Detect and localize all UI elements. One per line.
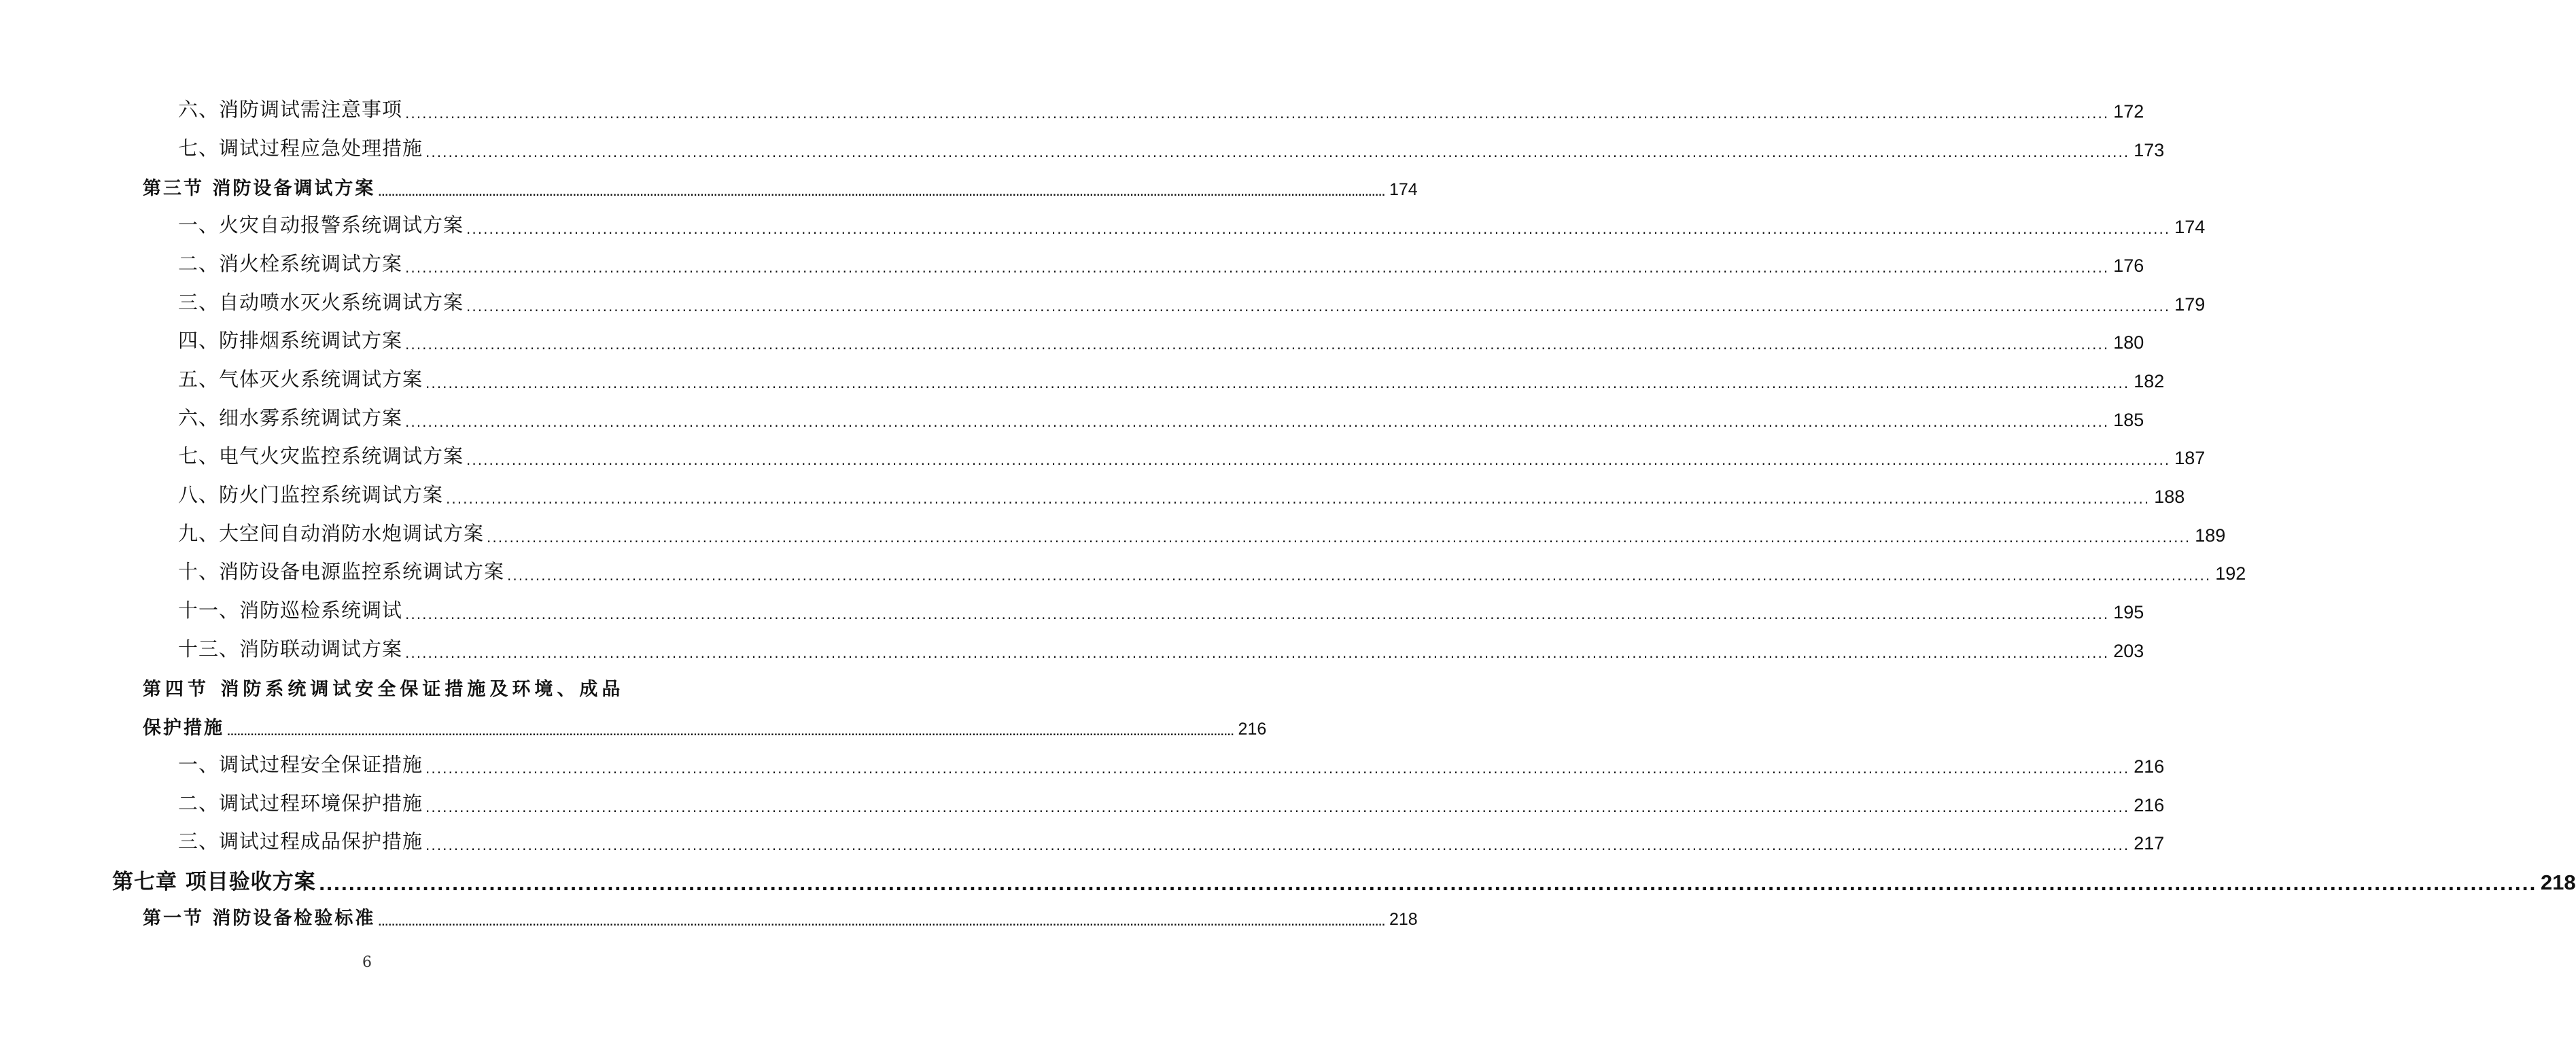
toc-entry-title: 一、调试过程安全保证措施 [178, 753, 423, 776]
toc-entry-page: 189 [2195, 525, 2226, 546]
dot-leader: ............................................................................................................................................................................................................................................................................................................ [405, 105, 2110, 122]
toc-entry-title: 五、气体灭火系统调试方案 [178, 368, 423, 391]
toc-entry-page: 218 [1389, 910, 1418, 929]
toc-entry[interactable] [178, 365, 2165, 392]
toc-entry-title: 二、消火栓系统调试方案 [178, 252, 403, 275]
toc-entry-title: 十三、消防联动调试方案 [178, 637, 403, 661]
toc-entry[interactable] [178, 288, 2206, 315]
dot-leader: ............................................................................................................................................................................................................................................................................................................ [378, 918, 1385, 928]
dot-leader: ............................................................................................................................................................................................................................................................................................................ [425, 144, 2130, 160]
toc-entry-title: 十、消防设备电源监控系统调试方案 [178, 560, 505, 583]
dot-leader: ............................................................................................................................................................................................................................................................................................................ [487, 529, 2191, 546]
toc-entry[interactable] [178, 750, 2165, 777]
toc-entry[interactable] [178, 596, 2144, 623]
dot-leader: ............................................................................................................................................................................................................................................................................................................ [318, 875, 2537, 895]
toc-section-title-line1[interactable]: 第四节 消防系统调试安全保证措施及环境、成品 [143, 679, 625, 700]
dot-leader: ............................................................................................................................................................................................................................................................................................................ [405, 336, 2110, 353]
toc-entry-title: 三、调试过程成品保护措施 [178, 830, 423, 853]
toc-entry[interactable] [178, 95, 2144, 122]
toc-entry-title: 六、消防调试需注意事项 [178, 98, 403, 121]
toc-entry-page: 188 [2154, 487, 2185, 507]
dot-leader: ............................................................................................................................................................................................................................................................................................................ [405, 414, 2110, 430]
toc-entry[interactable] [178, 480, 2185, 508]
toc-entry-page: 174 [1389, 180, 1418, 199]
toc-entry-page: 182 [2134, 371, 2165, 391]
toc-entry-title: 八、防火门监控系统调试方案 [178, 483, 444, 506]
dot-leader: ............................................................................................................................................................................................................................................................................................................ [425, 375, 2130, 391]
toc-entry-page: 179 [2174, 294, 2206, 315]
toc-entry-page: 176 [2113, 256, 2144, 276]
dot-leader: ............................................................................................................................................................................................................................................................................................................ [378, 188, 1385, 198]
toc-entry-title: 第一节 消防设备检验标准 [143, 908, 376, 929]
toc-entry-page: 216 [2134, 756, 2165, 777]
toc-entry-title: 十一、消防巡检系统调试 [178, 599, 403, 622]
toc-entry-title: 九、大空间自动消防水炮调试方案 [178, 522, 485, 545]
toc-entry[interactable] [178, 789, 2165, 816]
dot-leader: ............................................................................................................................................................................................................................................................................................................ [446, 491, 2151, 507]
dot-leader: ............................................................................................................................................................................................................................................................................................................ [466, 452, 2171, 468]
toc-entry[interactable] [178, 134, 2165, 161]
toc-entry-page: 192 [2215, 563, 2246, 584]
toc-entry[interactable] [178, 442, 2206, 469]
dot-leader: ............................................................................................................................................................................................................................................................................................................ [425, 799, 2130, 815]
dot-leader: ............................................................................................................................................................................................................................................................................................................ [466, 221, 2171, 237]
toc-section-entry[interactable] [143, 712, 1267, 739]
toc-entry-page: 172 [2113, 101, 2144, 122]
toc-entry-title: 二、调试过程环境保护措施 [178, 792, 423, 815]
toc-entry-page: 187 [2174, 448, 2206, 468]
toc-entry-page: 216 [1238, 720, 1267, 739]
toc-entry[interactable] [178, 519, 2226, 546]
toc-entry[interactable] [178, 635, 2144, 662]
toc-entry[interactable] [178, 827, 2165, 854]
page-number: 6 [362, 954, 372, 971]
toc-entry-title: 七、调试过程应急处理措施 [178, 137, 423, 160]
toc-section-entry[interactable] [143, 902, 1418, 930]
toc-entry-page: 180 [2113, 332, 2144, 353]
dot-leader: ............................................................................................................................................................................................................................................................................................................ [405, 606, 2110, 622]
dot-leader: ............................................................................................................................................................................................................................................................................................................ [425, 760, 2130, 777]
toc-entry-title: 六、细水雾系统调试方案 [178, 406, 403, 429]
toc-entry[interactable] [178, 211, 2206, 238]
toc-entry[interactable] [178, 557, 2246, 584]
dot-leader: ............................................................................................................................................................................................................................................................................................................ [405, 645, 2110, 661]
toc-entry-title: 四、防排烟系统调试方案 [178, 329, 403, 352]
dot-leader: ............................................................................................................................................................................................................................................................................................................ [466, 298, 2171, 315]
toc-entry-title: 第七章 项目验收方案 [112, 870, 316, 894]
dot-leader: ............................................................................................................................................................................................................................................................................................................ [507, 567, 2212, 584]
toc-entry[interactable] [178, 404, 2144, 431]
dot-leader: ............................................................................................................................................................................................................................................................................................................ [425, 837, 2130, 853]
toc-entry-page: 174 [2174, 217, 2206, 237]
dot-leader: ............................................................................................................................................................................................................................................................................................................ [405, 260, 2110, 276]
dot-leader: ............................................................................................................................................................................................................................................................................................................ [227, 728, 1234, 738]
toc-entry-title: 七、电气火灾监控系统调试方案 [178, 444, 464, 468]
toc-entry-page: 216 [2134, 795, 2165, 815]
toc-section-entry[interactable] [143, 173, 1418, 200]
toc-entry-page: 203 [2113, 641, 2144, 661]
toc-chapter-entry[interactable] [112, 865, 2576, 895]
toc-entry-page: 217 [2134, 833, 2165, 853]
toc-entry-page: 185 [2113, 410, 2144, 430]
toc-entry-title: 三、自动喷水灭火系统调试方案 [178, 291, 464, 314]
toc-entry-title: 保护措施 [143, 718, 224, 739]
toc-entry-page: 218 [2540, 870, 2576, 894]
toc-entry[interactable] [178, 249, 2144, 277]
toc-entry[interactable] [178, 326, 2144, 353]
toc-entry-title: 一、火灾自动报警系统调试方案 [178, 213, 464, 236]
toc-entry-page: 173 [2134, 140, 2165, 160]
toc-entry-title: 第三节 消防设备调试方案 [143, 178, 376, 199]
toc-entry-page: 195 [2113, 602, 2144, 622]
